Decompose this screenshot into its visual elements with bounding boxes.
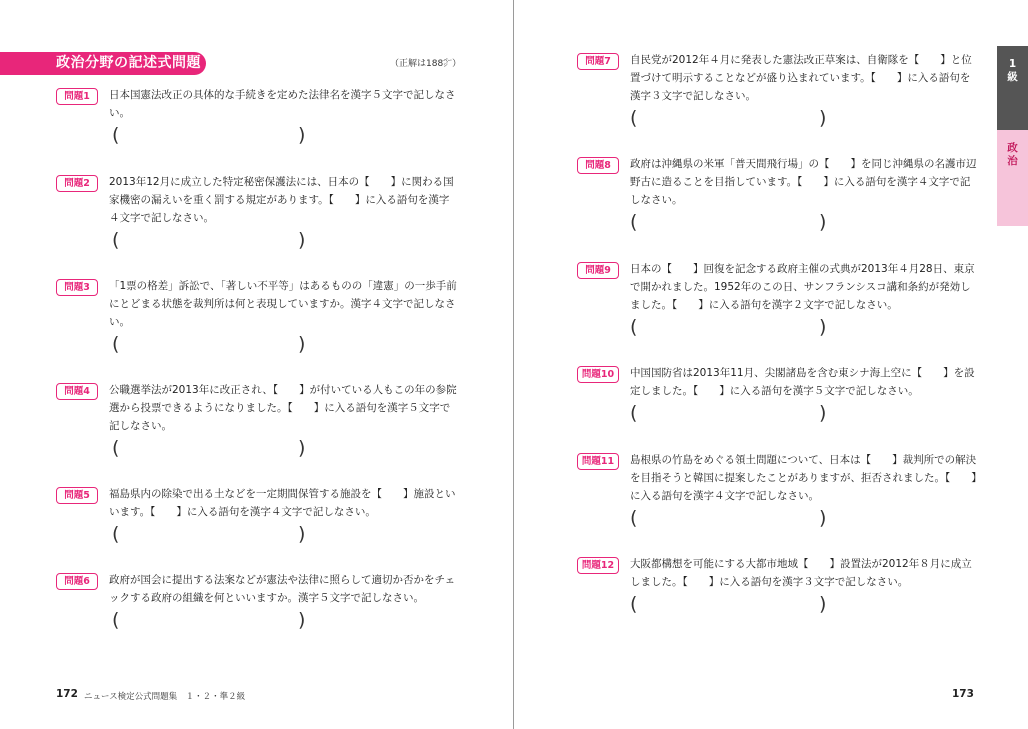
answer-paren-close: ) [298, 333, 306, 355]
right-page [514, 0, 1028, 729]
question-number-badge: 問題11 [577, 453, 619, 470]
question-number-badge: 問題6 [56, 573, 98, 590]
answer-paren-open: ( [630, 593, 638, 615]
subject-tab [997, 130, 1028, 226]
question-text: 中国国防省は2013年11月、尖閣諸島を含む東シナ海上空に【 】を設定しました。【 】に入る語句を漢字５文字で記しなさい。 [630, 367, 975, 397]
grade-tab [997, 46, 1028, 130]
answer-paren-open: ( [112, 609, 120, 631]
page-number: 173 [952, 688, 974, 700]
grade-tab-label: 1級 [1007, 58, 1018, 83]
question-number-badge: 問題12 [577, 557, 619, 574]
answer-paren-close: ) [298, 437, 306, 459]
answer-paren-open: ( [630, 211, 638, 233]
answer-paren-open: ( [112, 229, 120, 251]
question-text: 政府は沖縄県の米軍「普天間飛行場」の【 】を同じ沖縄県の名護市辺野古に造ることを目指しています。【 】に入る語句を漢字４文字で記しなさい。 [630, 158, 977, 206]
question-text: 大阪都構想を可能にする大都市地域【 】設置法が2012年８月に成立しました。【 】に入る語句を漢字３文字で記しなさい。 [630, 558, 972, 588]
question-text: 自民党が2012年４月に発表した憲法改正草案は、自衛隊を【 】と位置づけて明示することなどが盛り込まれています。【 】に入る語句を漢字３文字で記しなさい。 [630, 54, 972, 102]
answer-paren-open: ( [112, 437, 120, 459]
subject-tab-label: 政治 [1007, 142, 1018, 167]
question-number-badge: 問題3 [56, 279, 98, 296]
answer-paren-close: ) [298, 229, 306, 251]
question-number-badge: 問題8 [577, 157, 619, 174]
answer-paren-close: ) [819, 593, 827, 615]
answer-paren-close: ) [819, 211, 827, 233]
question-text: 福島県内の除染で出る土などを一定期間保管する施設を【 】施設といいます。【 】に入る語句を漢字４文字で記しなさい。 [109, 488, 456, 518]
answer-paren-close: ) [819, 402, 827, 424]
answer-paren-open: ( [630, 316, 638, 338]
page-number: 172 [56, 688, 78, 700]
answer-reference: （正解は188㌻） [390, 59, 462, 69]
question-text: 日本国憲法改正の具体的な手続きを定めた法律名を漢字５文字で記しなさい。 [109, 89, 456, 119]
answer-paren-close: ) [819, 107, 827, 129]
question-number-badge: 問題2 [56, 175, 98, 192]
book-title: ニュース検定公式問題集 １・２・準２級 [84, 692, 246, 702]
question-text: 日本の【 】回復を記念する政府主催の式典が2013年４月28日、東京で開かれました。1952年のこの日、サンフランシスコ講和条約が発効しました。【 】に入る語句を漢字２文字で記しなさい。 [630, 263, 975, 311]
question-number-badge: 問題9 [577, 262, 619, 279]
answer-paren-open: ( [112, 523, 120, 545]
question-number-badge: 問題4 [56, 383, 98, 400]
question-number-badge: 問題10 [577, 366, 619, 383]
answer-paren-close: ) [819, 507, 827, 529]
answer-paren-open: ( [630, 507, 638, 529]
question-text: 2013年12月に成立した特定秘密保護法には、日本の【 】に関わる国家機密の漏えいを重く罰する規定があります。【 】に入る語句を漢字４文字で記しなさい。 [109, 176, 454, 224]
answer-paren-close: ) [819, 316, 827, 338]
question-number-badge: 問題1 [56, 88, 98, 105]
section-title: 政治分野の記述式問題 [0, 52, 206, 75]
answer-paren-open: ( [630, 402, 638, 424]
question-text: 「1票の格差」訴訟で、「著しい不平等」はあるものの「違憲」の一歩手前にとどまる状態を裁判所は何と表現していますか。漢字４文字で記しなさい。 [109, 280, 457, 328]
question-number-badge: 問題5 [56, 487, 98, 504]
question-text: 公職選挙法が2013年に改正され、【 】が付いている人もこの年の参院選から投票できるようになりました。【 】に入る語句を漢字５文字で記しなさい。 [109, 384, 457, 432]
answer-paren-close: ) [298, 609, 306, 631]
answer-paren-open: ( [112, 124, 120, 146]
question-text: 島根県の竹島をめぐる領土問題について、日本は【 】裁判所での解決を目指そうと韓国に提案したことがありますが、拒否されました。【 】に入る語句を漢字４文字で記しなさい。 [630, 454, 977, 502]
answer-paren-close: ) [298, 124, 306, 146]
question-number-badge: 問題7 [577, 53, 619, 70]
answer-paren-close: ) [298, 523, 306, 545]
answer-paren-open: ( [112, 333, 120, 355]
question-text: 政府が国会に提出する法案などが憲法や法律に照らして適切か否かをチェックする政府の組織を何といいますか。漢字５文字で記しなさい。 [109, 574, 456, 604]
answer-paren-open: ( [630, 107, 638, 129]
